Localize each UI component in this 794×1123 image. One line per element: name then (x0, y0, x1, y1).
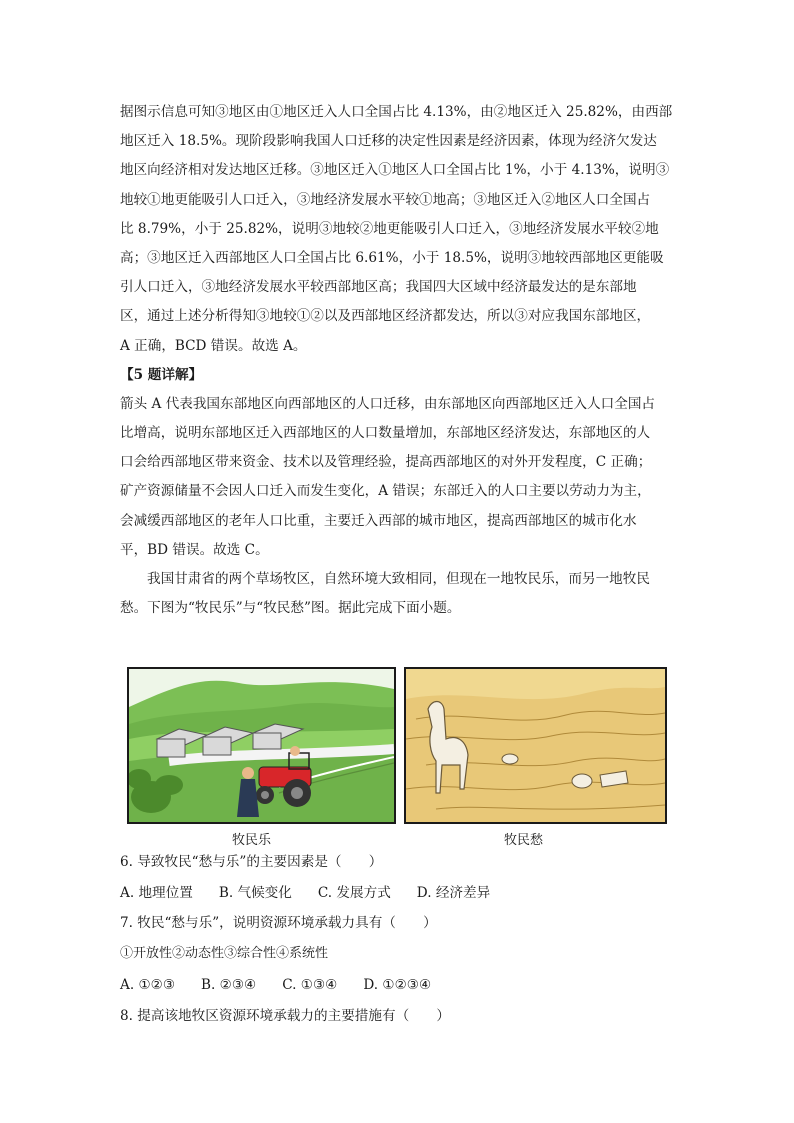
text-line: 箭头 A 代表我国东部地区向西部地区的人口迁移，由东部地区向西部地区迁入人口全国占 (120, 395, 656, 412)
text-line: 平，BD 错误。故选 C。 (120, 541, 269, 558)
intro-line: 我国甘肃省的两个草场牧区，自然环境大致相同，但现在一地牧民乐，而另一地牧民 (147, 571, 650, 587)
question-6-options (120, 883, 516, 903)
caption-herders-happy: 牧民乐 (232, 833, 272, 848)
text-line: 引人口迁入，③地经济发展水平较西部地区高；我国四大区域中经济最发达的是东部地 (120, 279, 637, 296)
figure-herders-happy (127, 667, 396, 824)
text-line: 比 8.79%，小于 25.82%，说明③地较②地更能吸引人口迁入，③地经济发展水平较②地 (120, 220, 659, 237)
answer-paragraph-1 (120, 98, 682, 623)
option-b[interactable]: B. ②③④ (201, 977, 257, 993)
herders-happy-illustration (129, 669, 394, 822)
text-line: A 正确，BCD 错误。故选 A。 (120, 337, 307, 354)
intro-line: 愁。下图为“牧民乐”与“牧民愁”图。据此完成下面小题。 (120, 600, 461, 617)
text-line: 地区迁入 18.5%。现阶段影响我国人口迁移的决定性因素是经济因素，体现为经济欠发达 (120, 133, 657, 150)
question-8-stem: 8. 提高该地牧区资源环境承载力的主要措施有（ ） (120, 1008, 450, 1024)
option-a[interactable]: A. ①②③ (120, 977, 176, 993)
text-line: 会减缓西部地区的老年人口比重，主要迁入西部的城市地区，提高西部地区的城市化水 (120, 512, 637, 529)
text-line: 矿产资源储量不会因人口迁入而发生变化，A 错误；东部迁入的人口主要以劳动力为主， (120, 483, 651, 500)
option-d[interactable]: D. ①②③④ (363, 977, 432, 993)
option-c[interactable]: C. ①③④ (282, 977, 338, 993)
caption-herders-sad: 牧民愁 (504, 833, 544, 848)
section-heading-5: 【5 题详解】 (120, 366, 203, 383)
text-line: 高；③地区迁入西部地区人口全国占比 6.61%，小于 18.5%，说明③地较西部地区更能吸 (120, 249, 664, 266)
figure-herders-sad (404, 667, 667, 824)
text-line: 区，通过上述分析得知③地较①②以及西部地区经济都发达，所以③对应我国东部地区， (120, 308, 651, 325)
option-c[interactable]: C. 发展方式 (317, 885, 391, 901)
option-a[interactable]: A. 地理位置 (120, 885, 193, 901)
text-line: 口会给西部地区带来资金、技术以及管理经验，提高西部地区的对外开发程度，C 正确； (120, 454, 652, 471)
text-line: 据图示信息可知③地区由①地区迁入人口全国占比 4.13%，由②地区迁入 25.82%，由西部 (120, 104, 673, 120)
text-line: 比增高，说明东部地区迁入西部地区的人口数量增加，东部地区经济发达，东部地区的人 (120, 425, 651, 442)
herders-sad-illustration (406, 669, 665, 822)
question-6-stem: 6. 导致牧民“愁与乐”的主要因素是（ ） (120, 854, 383, 870)
text-line: 地区向经济相对发达地区迁移。③地区迁入①地区人口全国占比 1%，小于 4.13%，说明③ (120, 162, 670, 179)
option-d[interactable]: D. 经济差异 (416, 885, 491, 901)
option-b[interactable]: B. 气候变化 (218, 885, 292, 901)
question-7-list: ①开放性②动态性③综合性④系统性 (120, 946, 329, 961)
question-7-stem: 7. 牧民“愁与乐”，说明资源环境承载力具有（ ） (120, 915, 437, 931)
question-7-options (120, 975, 457, 995)
text-line: 地较①地更能吸引人口迁入，③地经济发展水平较①地高；③地区迁入②地区人口全国占 (120, 191, 651, 208)
